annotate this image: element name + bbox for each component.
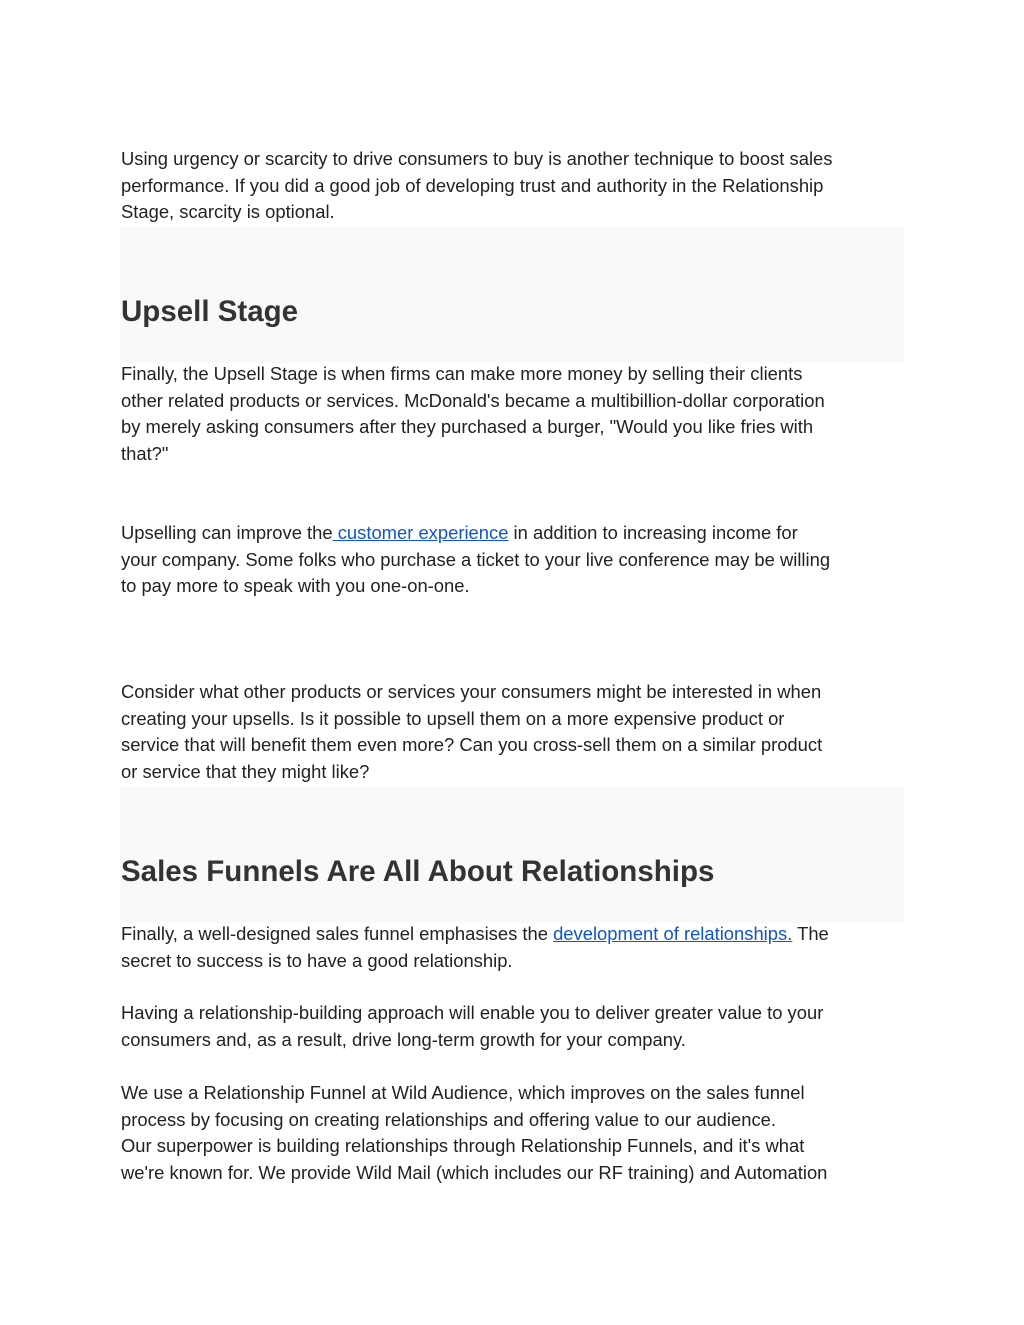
text-line: your company. Some folks who purchase a ticket to your live conference may be willing — [121, 548, 831, 570]
text-line: by merely asking consumers after they purchased a burger, "Would you like fries with — [121, 416, 814, 437]
urgency-paragraph — [121, 146, 911, 226]
text-line: Having a relationship-building approach will enable you to deliver greater value to your — [121, 1002, 824, 1023]
text-after-link: in addition to increasing income for — [508, 522, 798, 543]
text-line: that?" — [121, 442, 169, 464]
text-line: secret to success is to have a good relationship. — [121, 949, 513, 971]
upsell-intro-paragraph — [121, 361, 911, 467]
text-before-link: Finally, a well-designed sales funnel emphasises the — [121, 923, 554, 944]
text-line — [121, 520, 911, 547]
text-line: process by focusing on creating relationships and offering value to our audience. — [121, 1108, 776, 1130]
text-line: performance. If you did a good job of developing trust and authority in the Relationship — [121, 174, 824, 196]
upsell-stage-heading: Upsell Stage — [121, 295, 299, 328]
text-line: other related products or services. McDonald's became a multibillion-dollar corporation — [121, 389, 825, 411]
text-line: to pay more to speak with you one-on-one. — [121, 575, 470, 596]
relationships-heading: Sales Funnels Are All About Relationships — [121, 855, 715, 888]
text-line: Finally, the Upsell Stage is when firms can make more money by selling their clients — [121, 363, 803, 384]
text-line: or service that they might like? — [121, 760, 370, 782]
relationships-intro-paragraph — [121, 921, 911, 974]
text-line: Consider what other products or services your consumers might be interested in when — [121, 681, 822, 702]
text-line: we're known for. We provide Wild Mail (which includes our RF training) and Automation — [121, 1161, 828, 1183]
text-line: Our superpower is building relationships through Relationship Funnels, and it's what — [121, 1135, 805, 1156]
customer-experience-link[interactable]: customer experience — [332, 522, 509, 543]
text-line: service that will benefit them even more? Can you cross-sell them on a similar product — [121, 734, 823, 755]
text-line — [121, 921, 911, 948]
text-before-link: Upselling can improve the — [121, 522, 333, 543]
text-line: Using urgency or scarcity to drive consumers to buy is another technique to boost sales — [121, 148, 833, 169]
text-after-link: The — [792, 923, 829, 944]
text-line: creating your upsells. Is it possible to upsell them on a more expensive product or — [121, 707, 785, 729]
text-line: We use a Relationship Funnel at Wild Audience, which improves on the sales funnel — [121, 1082, 805, 1103]
upsell-consider-paragraph — [121, 679, 911, 785]
relationships-wild-audience-paragraph — [121, 1080, 911, 1186]
relationships-approach-paragraph — [121, 1000, 911, 1053]
development-of-relationships-link[interactable]: development of relationships. — [553, 923, 793, 944]
text-line: consumers and, as a result, drive long-term growth for your company. — [121, 1028, 686, 1050]
text-line: Stage, scarcity is optional. — [121, 201, 335, 222]
upsell-experience-paragraph — [121, 520, 911, 600]
